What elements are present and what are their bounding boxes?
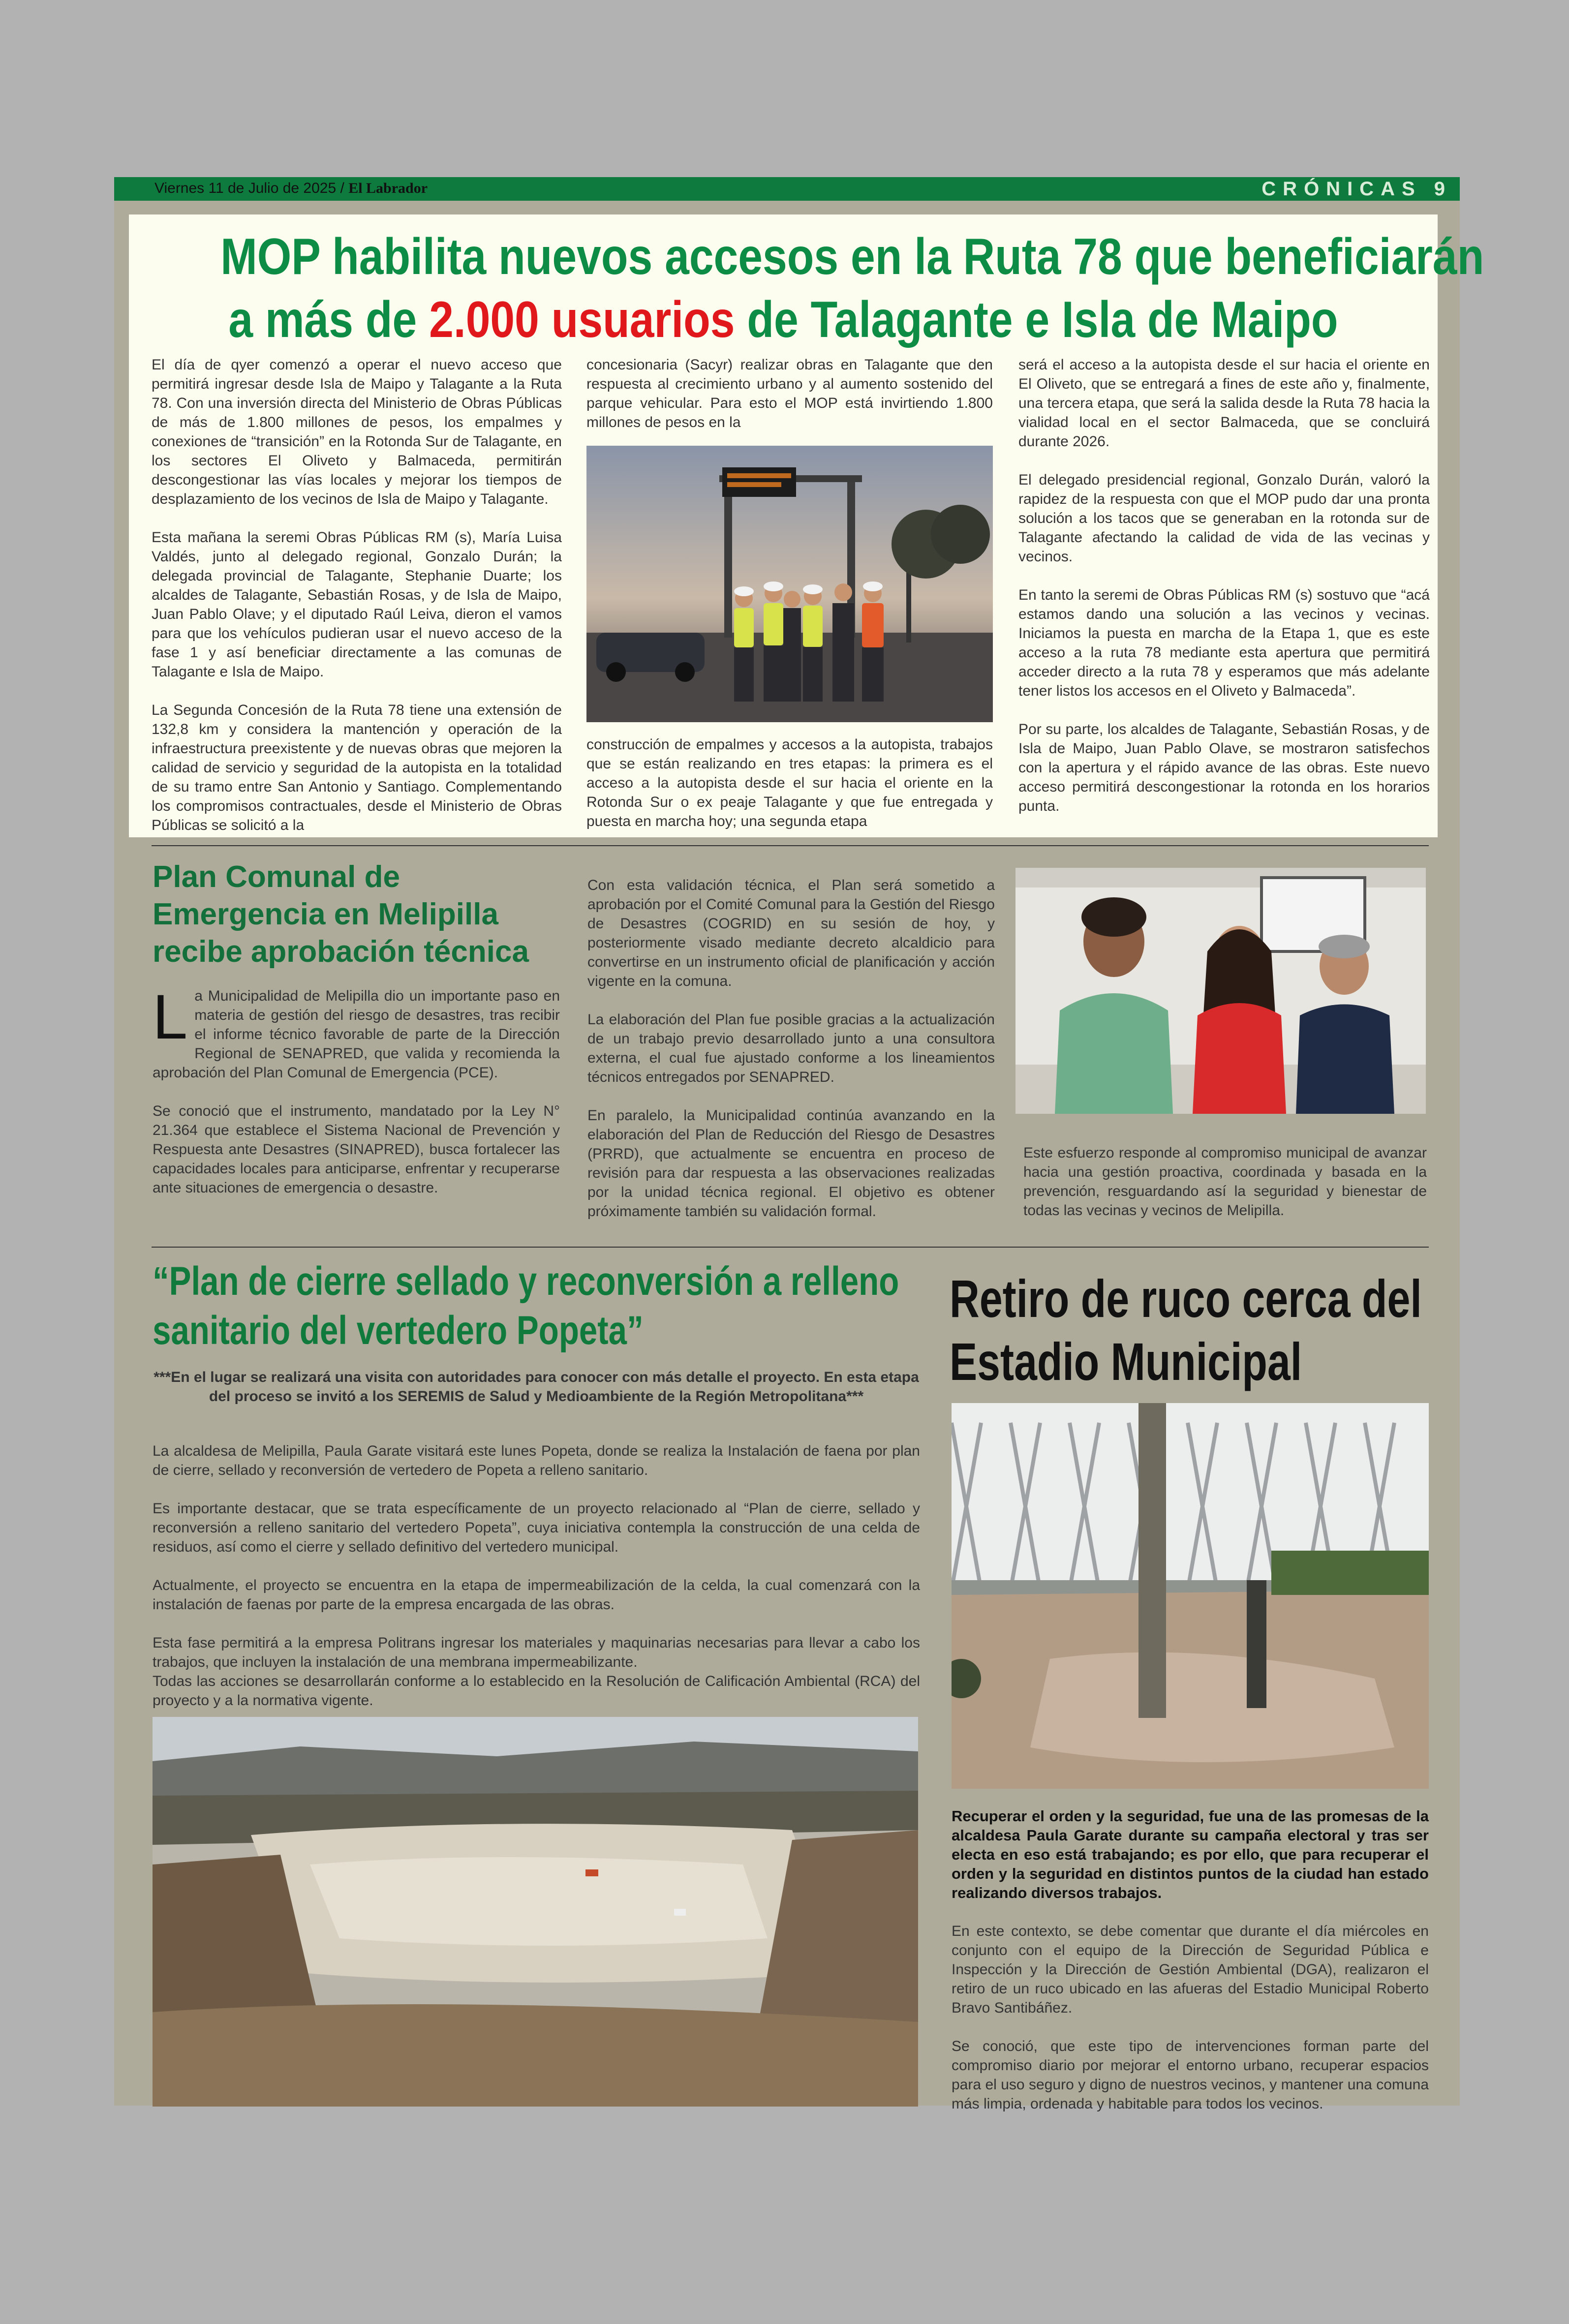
- paragraph: a Municipalidad de Melipilla dio un importante paso en materia de gestión del riesgo de desastres, tras recibir el informe técnico favorable de parte de la Dirección Regional de SENAPRED, que valida y recomienda la aprobación del Plan Comunal de Emergencia (PCE).: [153, 988, 560, 1081]
- popeta-body: [153, 1441, 920, 1729]
- headline-line-2: [220, 288, 1346, 351]
- paragraph: En tanto la seremi de Obras Públicas RM (s) sostuvo que “acá estamos dando una solución a las vecinos y vecinas. Iniciamos la puesta en marcha de la Etapa 1, que es este acceso a la ruta 78 mediante esta apertura que permitirá acceder directo a la ruta 78 y esperamos que más adelante tener listos los accesos en el Oliveto y Balmaceda”.: [1018, 587, 1430, 699]
- photo-landfill-image: [153, 1717, 918, 2107]
- paragraph: El día de qyer comenzó a operar el nuevo acceso que permitirá ingresar desde Isla de Maipo y Talagante a la Ruta 78. Con una inversión directa del Ministerio de Obras Públicas de más de 1.800 millones de pesos, los empalmes y conexiones de “transición” en la Rotonda Sur de Talagante, en los sectores El Oliveto y Balmaceda, permitirán descongestionar las vías locales y mejorar los tiempos de desplazamiento de los vecinos de Isla de Maipo y Talagante.: [152, 357, 562, 507]
- melipilla-column-2: [587, 876, 995, 1240]
- feature-headline: [220, 225, 1484, 351]
- header-section: CRÓNICAS 9: [1261, 178, 1452, 200]
- paragraph: ***En el lugar se realizará una visita con autoridades para conocer con más detalle el proyecto. En esta etapa del proceso se invitó a los SEREMIS de Salud y Medioambiente de la Región Metropolitana***: [154, 1369, 919, 1405]
- paragraph: será el acceso a la autopista desde el sur hacia el oriente en El Oliveto, que se entregará a fines de este año y, finalmente, una tercera etapa, que será la salida desde la Ruta 78 hacia la vialidad local en el sector Balmaceda, que se concluirá durante 2026.: [1018, 357, 1430, 450]
- paragraph: Con esta validación técnica, el Plan será sometido a aprobación por el Comité Comunal para la Gestión del Riesgo de Desastres (COGRID) en su sesión de hoy, y posteriormente visado mediante decreto alcaldicio para convertirse en un instrumento oficial de planificación y acción vigente en la comuna.: [587, 877, 995, 989]
- melipilla-photo-officials: [1015, 868, 1426, 1114]
- feature-column-2: [586, 355, 993, 443]
- feature-photo-officials: [586, 446, 993, 722]
- paragraph: La alcaldesa de Melipilla, Paula Garate visitará este lunes Popeta, donde se realiza la Instalación de faena por plan de cierre, sellado y reconversión de vertedero de Popeta a relleno sanitario.: [153, 1443, 920, 1478]
- paragraph: construcción de empalmes y accesos a la autopista, trabajos que se están realizando en tres etapas: la primera es el acceso a la autopista desde el sur hacia el oriente en la Rotonda Sur o ex peaje Talagante y que fue entregada y puesta en marcha hoy; una segunda etapa: [586, 736, 993, 829]
- paragraph: La Segunda Concesión de la Ruta 78 tiene una extensión de 132,8 km y considera la mantención y operación de la infraestructura preexistente y de nuevas obras que mejoren la calidad de servicio y seguridad de la autopista en la totalidad de su tramo entre San Antonio y Santiago. Complementando los compromisos contractuales, desde el Ministerio de Obras Públicas se solicitó a la: [152, 702, 562, 833]
- paragraph: Actualmente, el proyecto se encuentra en la etapa de impermeabilización de la celda, la cual comenzará con la instalación de faenas por parte de la empresa encargada de las obras.: [153, 1577, 920, 1613]
- paragraph: Por su parte, los alcaldes de Talagante, Sebastián Rosas, y de Isla de Maipo, Juan Pablo Olave, se mostraron satisfechos con la apertura y el rápido avance de las obras. Este nuevo acceso permitirá descongestionar la rotonda en los horarios punta.: [1018, 721, 1430, 814]
- paragraph: Todas las acciones se desarrollarán conforme a lo establecido en la Resolución de Calificación Ambiental (RCA) del proyecto y a la normativa vigente.: [153, 1673, 920, 1709]
- ruco-stadium-photo: [952, 1403, 1429, 1789]
- header-dateline: [154, 180, 428, 197]
- feature-column-2b: [586, 735, 993, 850]
- paragraph: Esta fase permitirá a la empresa Politrans ingresar los materiales y maquinarias necesarias para llevar a cabo los trabajos, que incluyen la instalación de una membrana impermeabilizante.: [153, 1635, 920, 1670]
- popeta-landfill-photo: [153, 1717, 918, 2107]
- paragraph: concesionaria (Sacyr) realizar obras en Talagante que den respuesta al crecimiento urbano y al aumento sostenido del parque vehicular. Para esto el MOP está invirtiendo 1.800 millones de pesos en la: [586, 357, 993, 430]
- drop-cap: L: [153, 982, 188, 1052]
- paragraph: Se conoció que el instrumento, mandatado por la Ley N° 21.364 que establece el Sistema Nacional de Prevención y Respuesta ante Desastres (SINAPRED), busca fortalecer las capacidades locales para anticiparse, enfrentar y recuperarse ante situaciones de emergencia o desastre.: [153, 1103, 560, 1196]
- headline-part-a: a más de: [228, 291, 430, 348]
- paragraph: Esta mañana la seremi Obras Públicas RM (s), María Luisa Valdés, junto al delegado regional, Gonzalo Durán; la delegada provincial de Talagante, Stephanie Duarte; los alcaldes de Talagante, Sebastián Rosas, y de Isla de Maipo, Juan Pablo Olave; y el diputado Raúl Leiva, dieron el vamos para que los vehículos pudieran usar el nuevo acceso de la fase 1 y así beneficiar directamente a las comunas de Talagante e Isla de Maipo.: [152, 529, 562, 680]
- popeta-lead: [153, 1368, 920, 1425]
- melipilla-plan-title: Plan Comunal de Emergencia en Melipilla recibe aprobación técnica: [153, 860, 529, 969]
- feature-column-3: [1018, 355, 1430, 835]
- photo-officials-image: [586, 446, 993, 722]
- feature-article: [129, 214, 1484, 837]
- divider-rule: [152, 1247, 1429, 1248]
- popeta-title-line-1: “Plan de cierre sellado y reconversión a relleno: [153, 1259, 899, 1304]
- popeta-title: [153, 1257, 899, 1355]
- ruco-title-line-2: Estadio Municipal: [950, 1332, 1302, 1391]
- ruco-body: [952, 1806, 1429, 2133]
- divider-rule: [152, 845, 1429, 846]
- header-paper-name: El Labrador: [348, 180, 428, 196]
- melipilla-column-3: [1023, 1143, 1427, 1239]
- ruco-lead: Recuperar el orden y la seguridad, fue una de las promesas de la alcaldesa Paula Garate durante su campaña electoral y tras ser electa en eso está trabajando; es por ello, que para recuperar el orden y la seguridad en distintos puntos de la ciudad han estado realizando diversos trabajos.: [952, 1807, 1429, 1901]
- photo-three-people-image: [1015, 868, 1426, 1114]
- paragraph: Este esfuerzo responde al compromiso municipal de avanzar hacia una gestión proactiva, coordinada y basada en la prevención, resguardando así la seguridad y bienestar de todas las vecinas y vecinos de Melipilla.: [1023, 1145, 1427, 1219]
- paragraph: El delegado presidencial regional, Gonzalo Durán, valoró la rapidez de la respuesta con que el MOP pudo dar una pronta solución a los tacos que se generaban en la rotonda sur de Talagante afectando la calidad de vida de las vecinas y vecinos.: [1018, 472, 1430, 565]
- feature-column-1: [152, 355, 562, 854]
- paragraph: La elaboración del Plan fue posible gracias a la actualización de un trabajo previo desarrollado junto a una consultora externa, el cual fue ajustado conforme a los lineamientos técnicos entregados por SENAPRED.: [587, 1011, 995, 1085]
- melipilla-column-1: [153, 982, 560, 1217]
- page-header-bar: [114, 177, 1460, 201]
- headline-line-1: MOP habilita nuevos accesos en la Ruta 78 que beneficiarán: [220, 228, 1484, 285]
- headline-highlight: 2.000 usuarios: [429, 291, 735, 348]
- header-separator: /: [336, 180, 349, 196]
- paragraph: Se conoció, que este tipo de intervenciones forman parte del compromiso diario por mejorar el entorno urbano, recuperar espacios para el uso seguro y digno de nuestros vecinos, y mantener una comuna más limpia, ordenada y habitable para todos los vecinos.: [952, 2038, 1429, 2112]
- paragraph: Es importante destacar, que se trata específicamente de un proyecto relacionado al “Plan de cierre, sellado y reconversión a relleno sanitario del vertedero Popeta”, cuya iniciativa contempla la construcción de una celda de residuos, así como el cierre y sellado definitivo del vertedero municipal.: [153, 1500, 920, 1555]
- popeta-title-line-2: sanitario del vertedero Popeta”: [153, 1308, 644, 1353]
- paragraph: En paralelo, la Municipalidad continúa avanzando en la elaboración del Plan de Reducción del Riesgo de Desastres (PRRD), que actualmente se encuentra en proceso de revisión para dar respuesta a las observaciones realizadas por la unidad técnica regional. El objetivo es obtener próximamente también su validación formal.: [587, 1107, 995, 1220]
- photo-stadium-image: [952, 1403, 1429, 1789]
- ruco-title: [950, 1267, 1422, 1393]
- ruco-title-line-1: Retiro de ruco cerca del: [950, 1269, 1422, 1328]
- headline-part-b: de Talagante e Isla de Maipo: [735, 291, 1338, 348]
- paragraph: En este contexto, se debe comentar que durante el día miércoles en conjunto con el equipo de la Dirección de Seguridad Pública e Inspección y la Dirección de Gestión Ambiental (DGA), realizaron el retiro de un ruco ubicado en las afueras del Estadio Municipal Roberto Bravo Santibáñez.: [952, 1923, 1429, 2016]
- header-date: Viernes 11 de Julio de 2025: [154, 180, 337, 196]
